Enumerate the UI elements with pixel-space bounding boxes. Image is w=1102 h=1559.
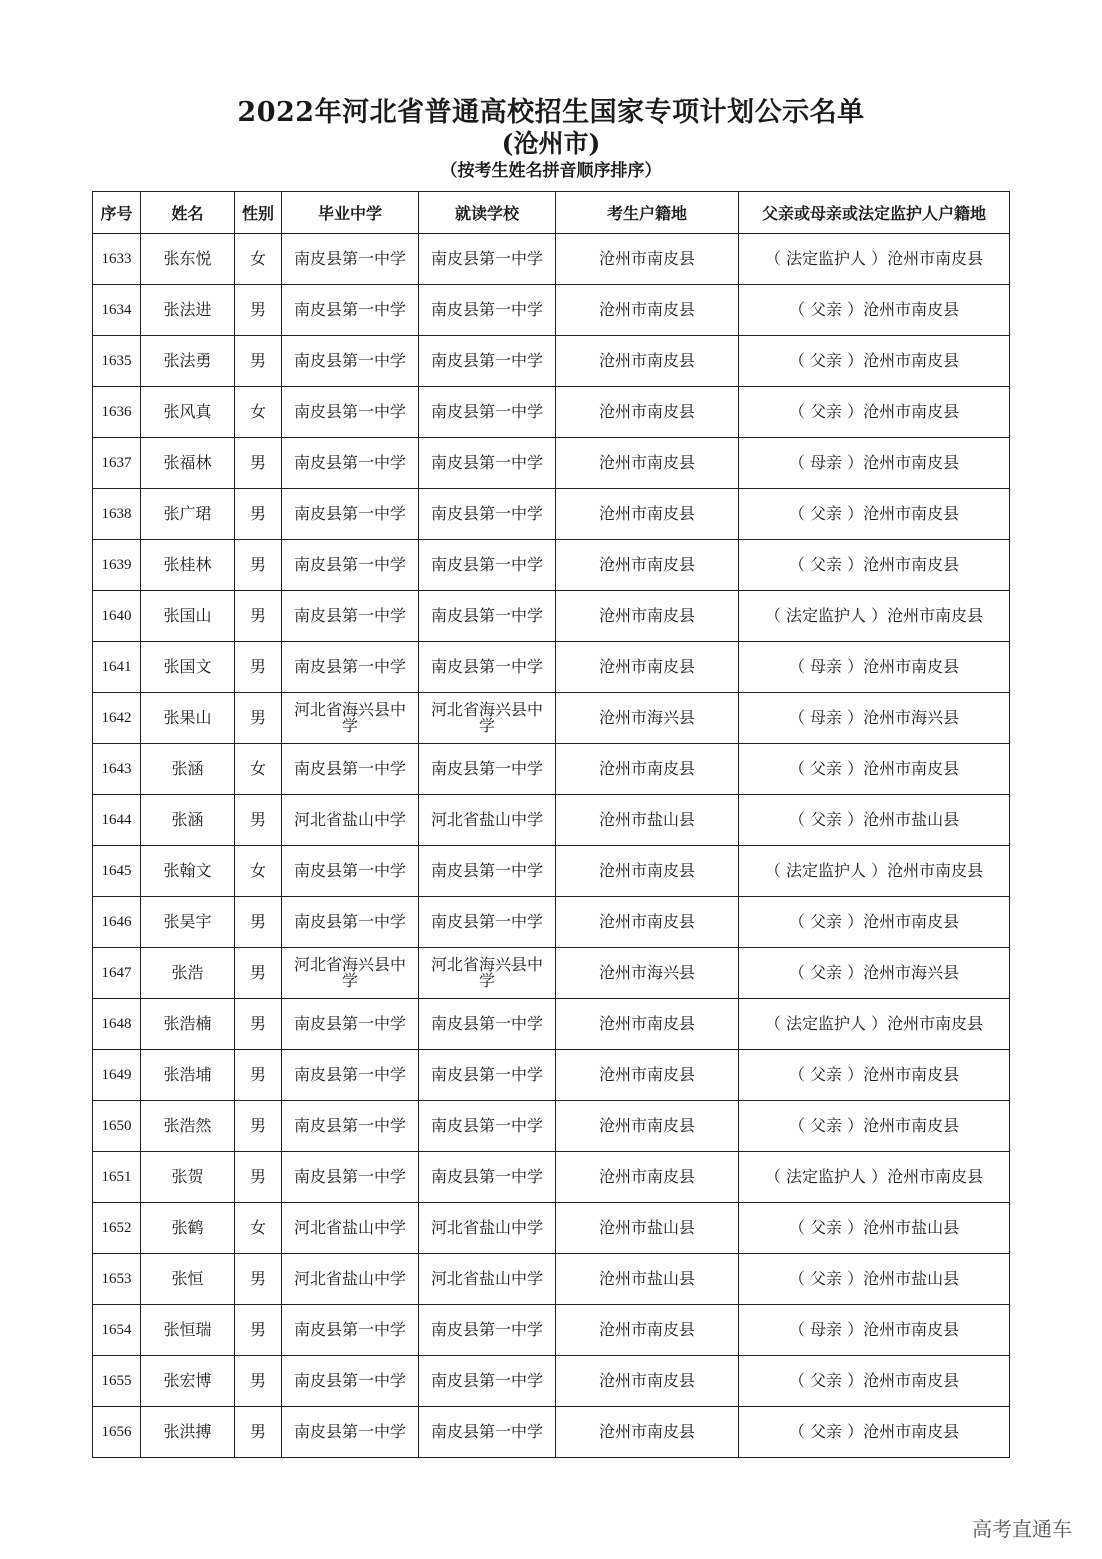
cell-graduated-school: 南皮县第一中学: [282, 336, 419, 387]
cell-name: 张福林: [141, 438, 235, 489]
cell-graduated-school: 南皮县第一中学: [282, 1152, 419, 1203]
roster-table: [92, 191, 1010, 1458]
sort-note: （按考生姓名拼音顺序排序）: [440, 161, 662, 181]
table-row: [93, 1050, 1010, 1101]
cell-seq: 1649: [93, 1050, 141, 1101]
table-row: [93, 1152, 1010, 1203]
cell-household: 沧州市南皮县: [556, 438, 739, 489]
table-row: [93, 795, 1010, 846]
cell-household: 沧州市南皮县: [556, 744, 739, 795]
cell-household: 沧州市南皮县: [556, 336, 739, 387]
cell-gender: 男: [235, 999, 282, 1050]
cell-household: 沧州市南皮县: [556, 642, 739, 693]
header-seq: 序号: [93, 192, 141, 234]
watermark: 高考直通车: [972, 1517, 1072, 1541]
cell-graduated-school: 南皮县第一中学: [282, 642, 419, 693]
cell-gender: 男: [235, 1305, 282, 1356]
cell-guardian-household: （ 父亲 ）沧州市南皮县: [739, 1050, 1010, 1101]
cell-household: 沧州市南皮县: [556, 897, 739, 948]
cell-household: 沧州市南皮县: [556, 285, 739, 336]
table-row: [93, 540, 1010, 591]
table-row: [93, 1305, 1010, 1356]
cell-graduated-school: 河北省海兴县中学: [282, 693, 419, 744]
cell-seq: 1641: [93, 642, 141, 693]
cell-gender: 男: [235, 642, 282, 693]
cell-name: 张广珺: [141, 489, 235, 540]
cell-seq: 1638: [93, 489, 141, 540]
cell-graduated-school: 南皮县第一中学: [282, 285, 419, 336]
cell-graduated-school: 河北省海兴县中学: [282, 948, 419, 999]
cell-name: 张洪搏: [141, 1407, 235, 1458]
table-row: [93, 1254, 1010, 1305]
header-graduated-school: 毕业中学: [282, 192, 419, 234]
cell-household: 沧州市海兴县: [556, 693, 739, 744]
cell-household: 沧州市盐山县: [556, 1203, 739, 1254]
cell-current-school: 南皮县第一中学: [419, 591, 556, 642]
cell-graduated-school: 河北省盐山中学: [282, 1203, 419, 1254]
table-row: [93, 642, 1010, 693]
cell-name: 张恒瑞: [141, 1305, 235, 1356]
cell-gender: 男: [235, 1050, 282, 1101]
cell-seq: 1645: [93, 846, 141, 897]
header-name: 姓名: [141, 192, 235, 234]
cell-guardian-household: （ 母亲 ）沧州市南皮县: [739, 1305, 1010, 1356]
document-subtitle: (沧州市): [501, 129, 601, 158]
cell-graduated-school: 南皮县第一中学: [282, 234, 419, 285]
cell-name: 张宏博: [141, 1356, 235, 1407]
cell-name: 张恒: [141, 1254, 235, 1305]
cell-guardian-household: （ 法定监护人 ）沧州市南皮县: [739, 234, 1010, 285]
cell-current-school: 南皮县第一中学: [419, 897, 556, 948]
cell-name: 张风真: [141, 387, 235, 438]
cell-seq: 1644: [93, 795, 141, 846]
cell-gender: 女: [235, 387, 282, 438]
cell-name: 张昊宇: [141, 897, 235, 948]
cell-name: 张国山: [141, 591, 235, 642]
cell-name: 张桂林: [141, 540, 235, 591]
cell-guardian-household: （ 父亲 ）沧州市盐山县: [739, 1254, 1010, 1305]
cell-graduated-school: 南皮县第一中学: [282, 387, 419, 438]
cell-seq: 1647: [93, 948, 141, 999]
cell-household: 沧州市海兴县: [556, 948, 739, 999]
cell-seq: 1653: [93, 1254, 141, 1305]
cell-gender: 女: [235, 1203, 282, 1254]
cell-seq: 1654: [93, 1305, 141, 1356]
table-row: [93, 1356, 1010, 1407]
cell-gender: 女: [235, 846, 282, 897]
cell-gender: 男: [235, 336, 282, 387]
cell-graduated-school: 南皮县第一中学: [282, 489, 419, 540]
cell-gender: 男: [235, 1356, 282, 1407]
cell-household: 沧州市南皮县: [556, 540, 739, 591]
table-row: [93, 438, 1010, 489]
cell-guardian-household: （ 父亲 ）沧州市南皮县: [739, 387, 1010, 438]
cell-seq: 1651: [93, 1152, 141, 1203]
table-row: [93, 1203, 1010, 1254]
cell-seq: 1646: [93, 897, 141, 948]
cell-current-school: 南皮县第一中学: [419, 1050, 556, 1101]
cell-seq: 1655: [93, 1356, 141, 1407]
table-row: [93, 693, 1010, 744]
cell-current-school: 南皮县第一中学: [419, 285, 556, 336]
cell-guardian-household: （ 法定监护人 ）沧州市南皮县: [739, 999, 1010, 1050]
cell-current-school: 南皮县第一中学: [419, 1101, 556, 1152]
cell-guardian-household: （ 法定监护人 ）沧州市南皮县: [739, 1152, 1010, 1203]
cell-graduated-school: 南皮县第一中学: [282, 846, 419, 897]
cell-graduated-school: 南皮县第一中学: [282, 1407, 419, 1458]
cell-graduated-school: 南皮县第一中学: [282, 744, 419, 795]
cell-current-school: 南皮县第一中学: [419, 336, 556, 387]
table-body: [93, 234, 1010, 1458]
cell-name: 张浩: [141, 948, 235, 999]
cell-household: 沧州市南皮县: [556, 846, 739, 897]
cell-name: 张浩埔: [141, 1050, 235, 1101]
cell-name: 张贺: [141, 1152, 235, 1203]
cell-guardian-household: （ 父亲 ）沧州市南皮县: [739, 285, 1010, 336]
cell-graduated-school: 河北省盐山中学: [282, 795, 419, 846]
cell-graduated-school: 南皮县第一中学: [282, 540, 419, 591]
cell-household: 沧州市南皮县: [556, 999, 739, 1050]
cell-guardian-household: （ 母亲 ）沧州市南皮县: [739, 642, 1010, 693]
cell-current-school: 南皮县第一中学: [419, 744, 556, 795]
cell-household: 沧州市南皮县: [556, 1050, 739, 1101]
cell-current-school: 河北省盐山中学: [419, 795, 556, 846]
header-current-school: 就读学校: [419, 192, 556, 234]
cell-gender: 男: [235, 438, 282, 489]
cell-current-school: 河北省盐山中学: [419, 1203, 556, 1254]
cell-name: 张鹤: [141, 1203, 235, 1254]
cell-current-school: 南皮县第一中学: [419, 1407, 556, 1458]
cell-name: 张涵: [141, 744, 235, 795]
cell-current-school: 南皮县第一中学: [419, 234, 556, 285]
cell-seq: 1637: [93, 438, 141, 489]
cell-household: 沧州市南皮县: [556, 1152, 739, 1203]
table-header-row: [93, 192, 1010, 234]
table-row: [93, 387, 1010, 438]
cell-household: 沧州市南皮县: [556, 1356, 739, 1407]
table-row: [93, 1407, 1010, 1458]
cell-graduated-school: 南皮县第一中学: [282, 1356, 419, 1407]
cell-household: 沧州市盐山县: [556, 1254, 739, 1305]
cell-household: 沧州市南皮县: [556, 1305, 739, 1356]
cell-gender: 男: [235, 285, 282, 336]
cell-seq: 1648: [93, 999, 141, 1050]
cell-guardian-household: （ 法定监护人 ）沧州市南皮县: [739, 846, 1010, 897]
cell-seq: 1656: [93, 1407, 141, 1458]
cell-graduated-school: 南皮县第一中学: [282, 897, 419, 948]
cell-current-school: 南皮县第一中学: [419, 1152, 556, 1203]
cell-name: 张翰文: [141, 846, 235, 897]
cell-name: 张浩楠: [141, 999, 235, 1050]
cell-gender: 男: [235, 1152, 282, 1203]
cell-seq: 1635: [93, 336, 141, 387]
cell-current-school: 河北省盐山中学: [419, 1254, 556, 1305]
cell-seq: 1636: [93, 387, 141, 438]
cell-guardian-household: （ 父亲 ）沧州市南皮县: [739, 540, 1010, 591]
table-row: [93, 744, 1010, 795]
cell-household: 沧州市南皮县: [556, 591, 739, 642]
cell-current-school: 南皮县第一中学: [419, 1305, 556, 1356]
cell-name: 张东悦: [141, 234, 235, 285]
cell-seq: 1652: [93, 1203, 141, 1254]
cell-guardian-household: （ 父亲 ）沧州市南皮县: [739, 1101, 1010, 1152]
cell-seq: 1650: [93, 1101, 141, 1152]
table-row: [93, 948, 1010, 999]
cell-current-school: 南皮县第一中学: [419, 438, 556, 489]
cell-current-school: 南皮县第一中学: [419, 642, 556, 693]
cell-graduated-school: 南皮县第一中学: [282, 1101, 419, 1152]
header-gender: 性别: [235, 192, 282, 234]
cell-current-school: 南皮县第一中学: [419, 489, 556, 540]
cell-current-school: 南皮县第一中学: [419, 999, 556, 1050]
cell-gender: 男: [235, 693, 282, 744]
cell-gender: 男: [235, 1101, 282, 1152]
table-row: [93, 285, 1010, 336]
cell-household: 沧州市南皮县: [556, 1407, 739, 1458]
table-row: [93, 489, 1010, 540]
cell-gender: 男: [235, 591, 282, 642]
cell-current-school: 南皮县第一中学: [419, 387, 556, 438]
cell-household: 沧州市南皮县: [556, 234, 739, 285]
table-row: [93, 846, 1010, 897]
document-title: 2022年河北省普通高校招生国家专项计划公示名单: [237, 97, 865, 128]
cell-graduated-school: 南皮县第一中学: [282, 1305, 419, 1356]
cell-name: 张果山: [141, 693, 235, 744]
cell-current-school: 河北省海兴县中学: [419, 948, 556, 999]
cell-seq: 1639: [93, 540, 141, 591]
cell-current-school: 南皮县第一中学: [419, 1356, 556, 1407]
cell-guardian-household: （ 父亲 ）沧州市南皮县: [739, 1407, 1010, 1458]
cell-graduated-school: 南皮县第一中学: [282, 999, 419, 1050]
cell-gender: 男: [235, 540, 282, 591]
cell-gender: 男: [235, 795, 282, 846]
table-row: [93, 336, 1010, 387]
cell-household: 沧州市盐山县: [556, 795, 739, 846]
cell-guardian-household: （ 母亲 ）沧州市海兴县: [739, 693, 1010, 744]
cell-gender: 男: [235, 1254, 282, 1305]
cell-name: 张法勇: [141, 336, 235, 387]
cell-household: 沧州市南皮县: [556, 1101, 739, 1152]
cell-seq: 1642: [93, 693, 141, 744]
cell-graduated-school: 南皮县第一中学: [282, 1050, 419, 1101]
cell-seq: 1634: [93, 285, 141, 336]
cell-guardian-household: （ 父亲 ）沧州市盐山县: [739, 795, 1010, 846]
cell-gender: 女: [235, 234, 282, 285]
cell-household: 沧州市南皮县: [556, 387, 739, 438]
table-row: [93, 897, 1010, 948]
cell-guardian-household: （ 父亲 ）沧州市南皮县: [739, 744, 1010, 795]
cell-seq: 1640: [93, 591, 141, 642]
cell-current-school: 南皮县第一中学: [419, 846, 556, 897]
cell-graduated-school: 河北省盐山中学: [282, 1254, 419, 1305]
cell-gender: 男: [235, 1407, 282, 1458]
cell-guardian-household: （ 父亲 ）沧州市南皮县: [739, 489, 1010, 540]
cell-guardian-household: （ 父亲 ）沧州市海兴县: [739, 948, 1010, 999]
header-guardian-household: 父亲或母亲或法定监护人户籍地: [739, 192, 1010, 234]
table-row: [93, 591, 1010, 642]
cell-guardian-household: （ 母亲 ）沧州市南皮县: [739, 438, 1010, 489]
cell-gender: 女: [235, 744, 282, 795]
cell-gender: 男: [235, 948, 282, 999]
cell-gender: 男: [235, 897, 282, 948]
cell-guardian-household: （ 父亲 ）沧州市南皮县: [739, 897, 1010, 948]
cell-guardian-household: （ 父亲 ）沧州市盐山县: [739, 1203, 1010, 1254]
cell-household: 沧州市南皮县: [556, 489, 739, 540]
header-household: 考生户籍地: [556, 192, 739, 234]
cell-guardian-household: （ 法定监护人 ）沧州市南皮县: [739, 591, 1010, 642]
cell-name: 张涵: [141, 795, 235, 846]
cell-seq: 1643: [93, 744, 141, 795]
table-row: [93, 1101, 1010, 1152]
cell-graduated-school: 南皮县第一中学: [282, 438, 419, 489]
cell-seq: 1633: [93, 234, 141, 285]
table-row: [93, 234, 1010, 285]
cell-guardian-household: （ 父亲 ）沧州市南皮县: [739, 336, 1010, 387]
cell-current-school: 南皮县第一中学: [419, 540, 556, 591]
cell-name: 张浩然: [141, 1101, 235, 1152]
cell-current-school: 河北省海兴县中学: [419, 693, 556, 744]
cell-name: 张国文: [141, 642, 235, 693]
cell-guardian-household: （ 父亲 ）沧州市南皮县: [739, 1356, 1010, 1407]
cell-gender: 男: [235, 489, 282, 540]
table-row: [93, 999, 1010, 1050]
cell-name: 张法进: [141, 285, 235, 336]
cell-graduated-school: 南皮县第一中学: [282, 591, 419, 642]
